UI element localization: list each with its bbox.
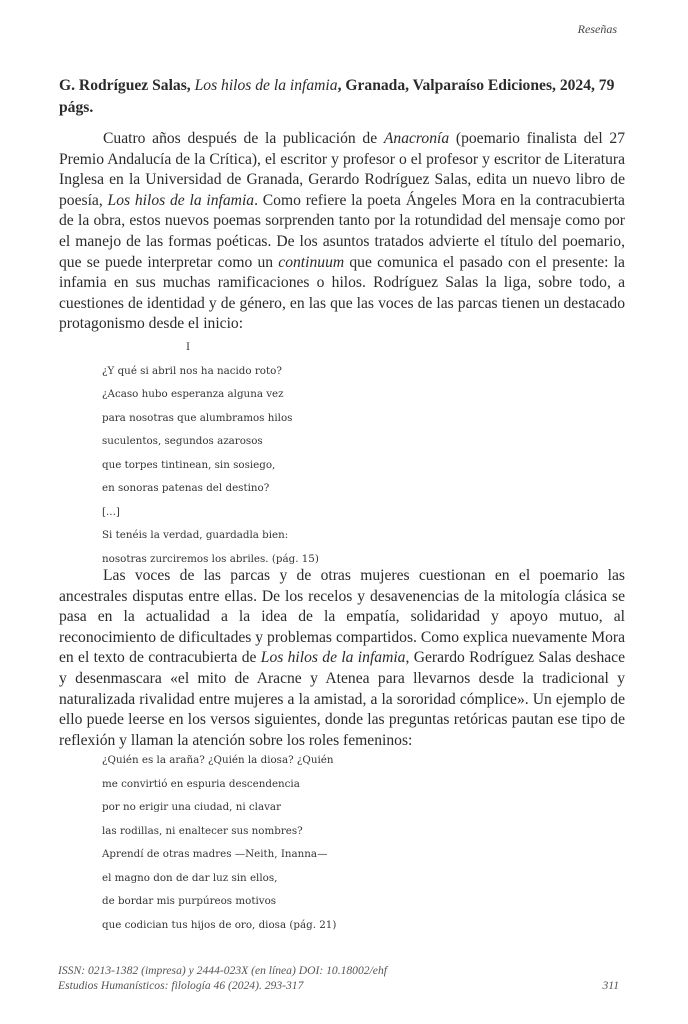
body-paragraph-2 bbox=[59, 566, 625, 751]
text-run: . Como refiere la poeta Ángeles Mora en la contracubierta de la obra, estos nuevos poemas sorprenden tanto por la rotundidad del mensaje como por el manejo de las formas poéticas. De los asuntos tratados advierte el título del poemario, que se puede interpretar como un bbox=[59, 191, 625, 271]
page-footer bbox=[58, 964, 387, 993]
reference-author: G. Rodríguez Salas, bbox=[59, 77, 195, 94]
footer-journal-citation: Estudios Humanísticos: filología 46 (2024). 293-317 bbox=[58, 978, 304, 992]
italic-title-anacronia: Anacronía bbox=[383, 130, 450, 147]
poem-line: el magno don de dar luz sin ellos, bbox=[102, 871, 278, 884]
running-header-section: Reseñas bbox=[577, 22, 617, 36]
poem-line: nosotras zurciremos los abriles. (pág. 15) bbox=[102, 552, 319, 565]
text-run: Las voces de las parcas y de otras mujeres cuestionan en el poemario las ancestrales disputas entre ellas. De los recelos y desavenencias de la mitología clásica se pasa en la actualidad a la idea de la empatía, solidaridad y apoyo mutuo, al reconocimiento de dificultades y problemas compartidos. Como explica nuevamente Mora en el texto de contracubierta de bbox=[59, 567, 625, 667]
poem-line: para nosotras que alumbramos hilos bbox=[102, 411, 293, 424]
poem-line: Si tenéis la verdad, guardadla bien: bbox=[102, 529, 289, 541]
italic-title-los-hilos: Los hilos de la infamia bbox=[107, 191, 255, 209]
poem-line: ¿Y qué si abril nos ha nacido roto? bbox=[102, 364, 282, 377]
poem-line: que codician tus hijos de oro, diosa (pág. 21) bbox=[102, 918, 337, 931]
text-run: , Gerardo Rodríguez Salas deshace y desenmascara «el mito de Aracne y Atenea para llevarnos desde la tradicional y naturalizada rivalidad entre mujeres a la amistad, a la sororidad cómplice». Un ejemplo de ello puede leerse en los versos siguientes, donde las preguntas retóricas pautan ese tipo de reflexión y llaman la atención sobre los roles femeninos: bbox=[59, 649, 626, 749]
reference-book-title: Los hilos de la infamia bbox=[194, 77, 338, 94]
poem-line: de bordar mis purpúreos motivos bbox=[102, 895, 277, 907]
review-bibliographic-reference bbox=[59, 75, 625, 119]
poem-line: ¿Acaso hubo esperanza alguna vez bbox=[102, 388, 284, 400]
footer-issn-doi: ISSN: 0213-1382 (impresa) y 2444-023X (en línea) DOI: 10.18002/ehf bbox=[58, 964, 387, 977]
text-run: Cuatro años después de la publicación de bbox=[103, 130, 384, 147]
poem-quotation-1 bbox=[102, 336, 319, 571]
poem-line: por no erigir una ciudad, ni clavar bbox=[102, 801, 281, 813]
text-run: (poemario finalista del 27 Premio Andalucía de la Crítica), el escritor y profesor o el profesor y escritor de Literatura Inglesa en la Universidad de Granada, Gerardo Rodríguez Salas, edita un nuevo libro de poesía, bbox=[59, 130, 625, 209]
poem-line: las rodillas, ni enaltecer sus nombres? bbox=[102, 824, 303, 837]
body-paragraph-1 bbox=[59, 129, 625, 335]
poem-line: Aprendí de otras madres —Neith, Inanna— bbox=[102, 848, 328, 860]
page-number: 311 bbox=[602, 979, 619, 992]
text-run: que comunica el pasado con el presente: la infamia en sus muchas ramificaciones o hilos. Rodríguez Salas la liga, sobre todo, a cuestiones de identidad y de género, en las que las voces de las parcas tienen un destacado protagonismo desde el inicio: bbox=[59, 253, 625, 333]
reference-publication-details: , Granada, Valparaíso Ediciones, 2024, 79 págs. bbox=[59, 77, 615, 116]
poem-section-number: I bbox=[186, 341, 191, 353]
poem-line: [...] bbox=[102, 505, 120, 518]
poem-quotation-2 bbox=[102, 749, 336, 937]
italic-title-los-hilos: Los hilos de la infamia bbox=[260, 649, 406, 667]
italic-term-continuum: continuum bbox=[278, 253, 345, 271]
poem-line: en sonoras patenas del destino? bbox=[102, 482, 270, 494]
poem-line: ¿Quién es la araña? ¿Quién la diosa? ¿Quién bbox=[102, 754, 334, 766]
poem-line: suculentos, segundos azarosos bbox=[102, 435, 263, 447]
poem-line: que torpes tintinean, sin sosiego, bbox=[102, 458, 276, 471]
poem-line: me convirtió en espuria descendencia bbox=[102, 777, 300, 790]
